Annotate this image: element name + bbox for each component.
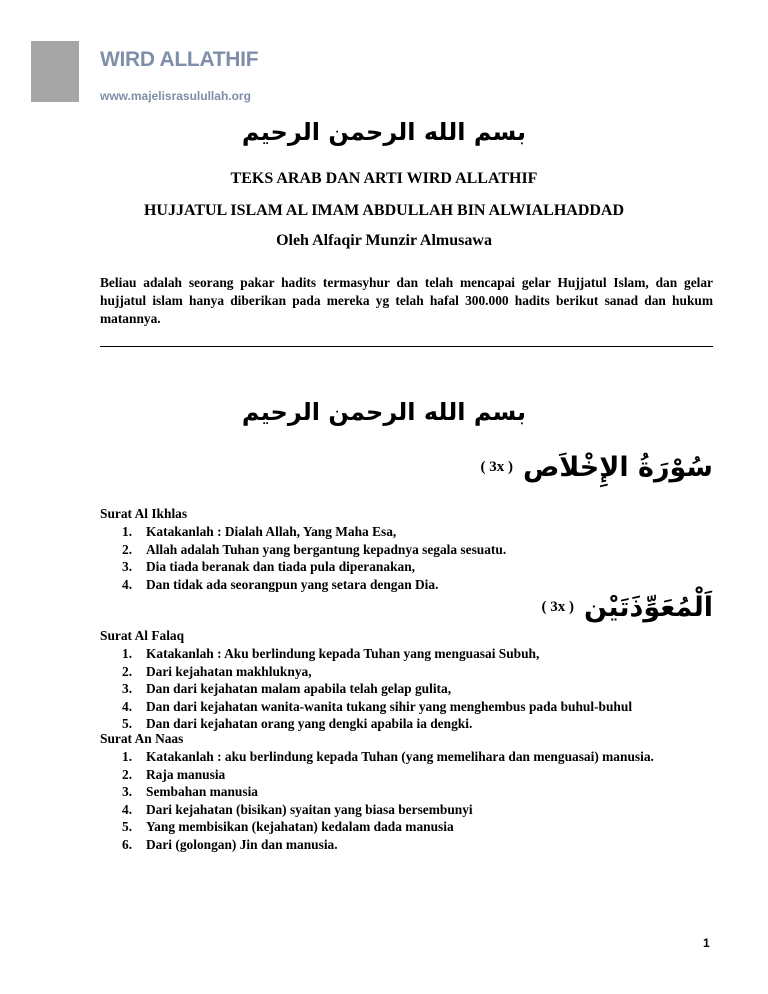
page-number: 1	[703, 936, 710, 950]
section-title-ikhlas: Surat Al Ikhlas	[100, 506, 188, 521]
header-gray-block	[31, 41, 79, 102]
list-item: 3. Dia tiada beranak dan tiada pula diperanakan,	[122, 559, 416, 574]
list-item: 6. Dari (golongan) Jin dan manusia.	[122, 836, 338, 852]
list-item: 4. Dan tidak ada seorangpun yang setara dengan Dia.	[122, 576, 439, 592]
list-item: 2. Raja manusia	[122, 766, 226, 782]
naas-list	[100, 748, 713, 853]
basmala-second: بسم الله الرحمن الرحيم	[241, 398, 527, 426]
muawwidzatain-arabic-name: اَلْمُعَوِّذَتَيْن	[584, 592, 713, 623]
list-item: 2. Dari kejahatan makhluknya,	[122, 663, 312, 679]
heading-line-2: HUJJATUL ISLAM AL IMAM ABDULLAH BIN ALWIALHADDAD	[143, 202, 625, 219]
ikhlas-arabic-heading	[480, 452, 713, 483]
heading-line-1: TEKS ARAB DAN ARTI WIRD ALLATHIF	[230, 170, 538, 187]
heading-author: Oleh Alfaqir Munzir Almusawa	[276, 232, 492, 249]
list-item: 4. Dari kejahatan (bisikan) syaitan yang biasa bersembunyi	[122, 801, 473, 817]
basmala-top: بسم الله الرحمن الرحيم	[241, 118, 527, 146]
list-item: 5. Yang membisikan (kejahatan) kedalam dada manusia	[122, 819, 454, 834]
section-title-naas: Surat An Naas	[100, 731, 184, 746]
website-url: www.majelisrasulullah.org	[100, 89, 251, 103]
list-item: 5. Dan dari kejahatan orang yang dengki apabila ia dengki.	[122, 716, 473, 731]
horizontal-divider	[100, 346, 713, 347]
ikhlas-list	[100, 523, 713, 593]
intro-paragraph: Beliau adalah seorang pakar hadits termasyhur dan telah mencapai gelar Hujjatul Islam, dan gelar hujjatul islam hanya diberikan pada mereka yg telah hafal 300.000 hadits berikut sanad dan hukum matannya.	[100, 275, 713, 326]
list-item: 1. Katakanlah : Aku berlindung kepada Tuhan yang menguasai Subuh,	[122, 646, 540, 661]
list-item: 3. Sembahan manusia	[122, 784, 258, 799]
ikhlas-repeat-count: ( 3x )	[480, 459, 513, 475]
muawwidzatain-arabic-heading	[542, 592, 713, 623]
list-item: 1. Katakanlah : Dialah Allah, Yang Maha Esa,	[122, 524, 397, 539]
list-item: 3. Dan dari kejahatan malam apabila telah gelap gulita,	[122, 681, 452, 696]
ikhlas-arabic-name: سُوْرَةُ الإِخْلاَص	[522, 452, 713, 483]
list-item: 1. Katakanlah : aku berlindung kepada Tuhan (yang memelihara dan menguasai) manusia.	[122, 749, 654, 764]
list-item: 2. Allah adalah Tuhan yang bergantung kepadnya segala sesuatu.	[122, 541, 507, 557]
document-header-title: WIRD ALLATHIF	[100, 48, 259, 71]
muawwidzatain-repeat-count: ( 3x )	[541, 599, 575, 615]
falaq-list	[100, 645, 713, 733]
section-title-falaq: Surat Al Falaq	[100, 628, 185, 643]
list-item: 4. Dan dari kejahatan wanita-wanita tukang sihir yang menghembus pada buhul-buhul	[122, 698, 633, 714]
